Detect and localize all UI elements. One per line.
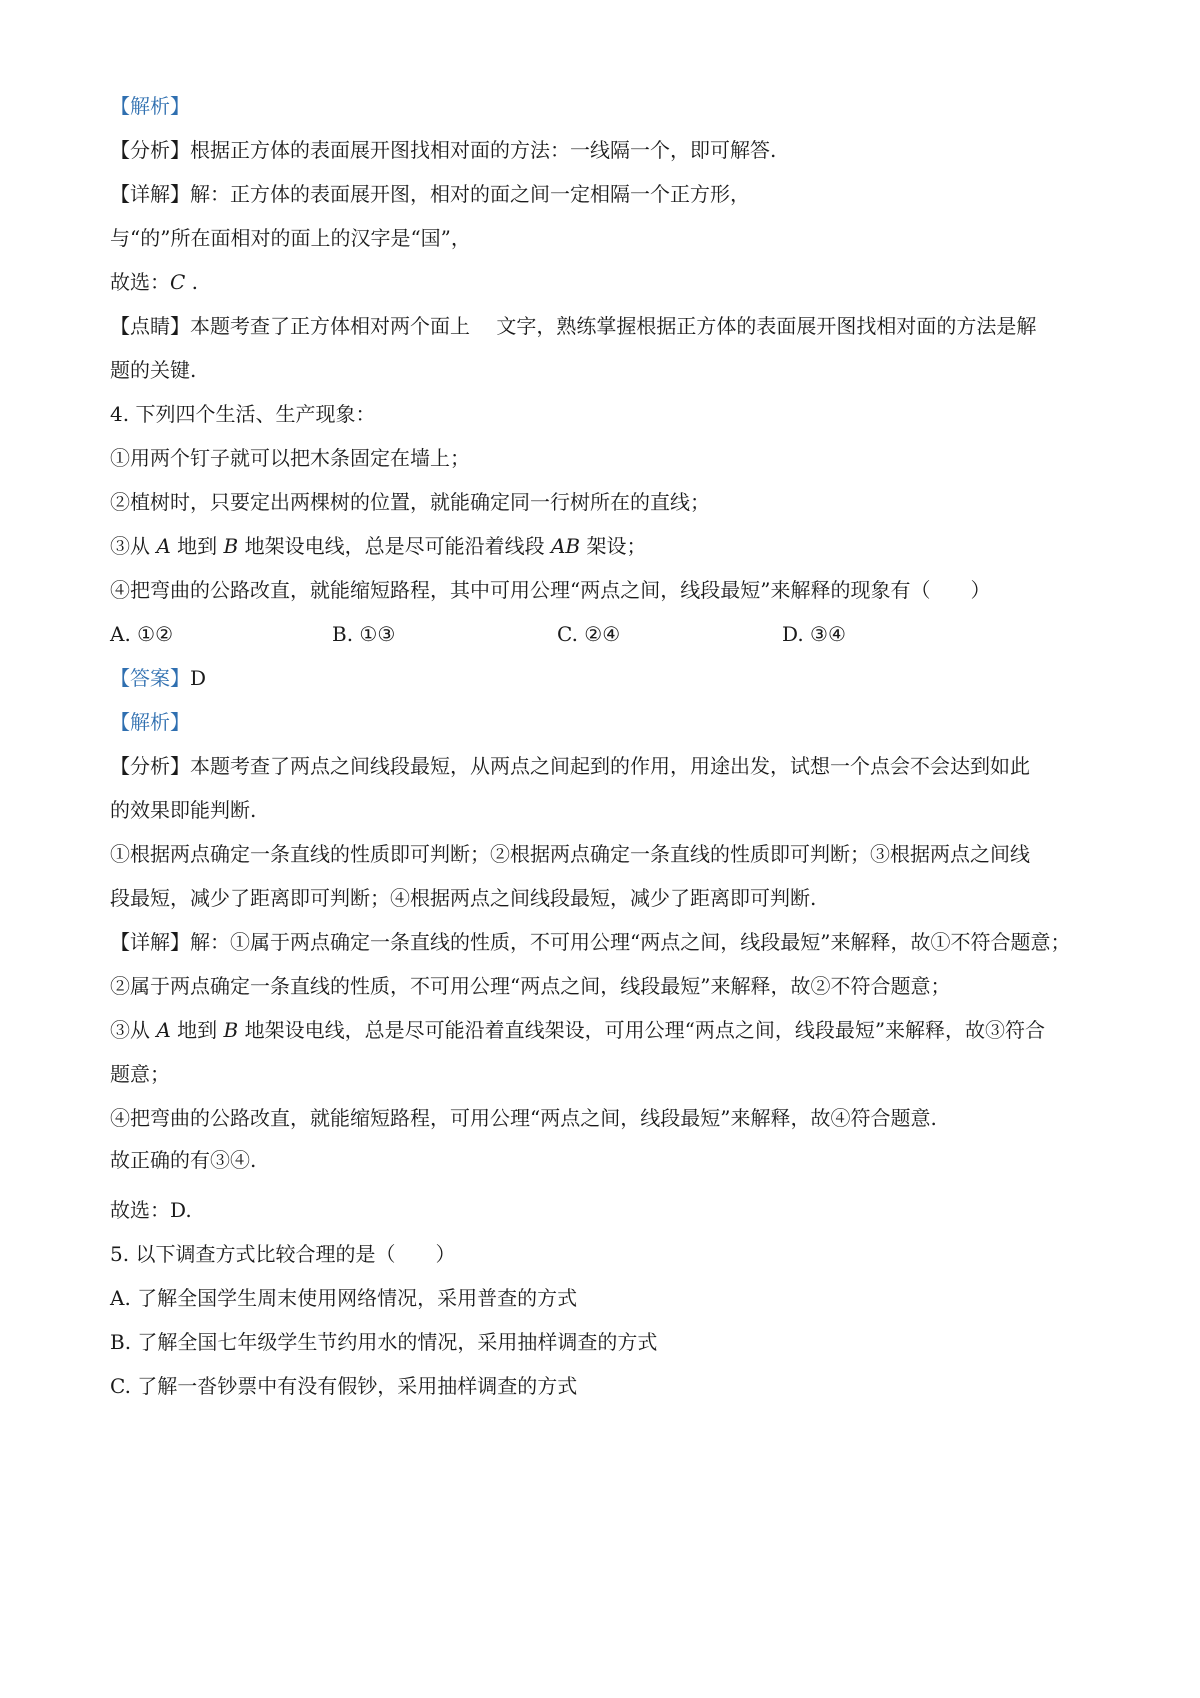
q4-fenxi-line <box>110 752 1100 780</box>
fenxi-tag: 【分析】 <box>110 138 190 162</box>
dianjing-text-1: 本题考查了正方体相对两个面上 文字，熟练掌握根据正方体的表面展开图找相对面的方法是解 <box>190 314 1037 338</box>
q4-detail-3-part-b: 地到 <box>177 1018 218 1042</box>
q4-conclusion: 故正确的有③④. <box>110 1148 257 1172</box>
guxuan-suffix: . <box>191 270 199 294</box>
q4-item-1: ①用两个钉子就可以把木条固定在墙上； <box>110 446 470 470</box>
answer-tag: 【答案】 <box>110 666 190 690</box>
fenxi-line <box>110 136 1100 164</box>
q4-xiangjie-tag: 【详解】 <box>110 930 190 954</box>
q4-detail-3-part-c: 地架设电线，总是尽可能沿着直线架设，可用公理“两点之间，线段最短”来解释，故③符合 <box>244 1018 1046 1042</box>
q5-option-c: C. 了解一沓钞票中有没有假钞，采用抽样调查的方式 <box>110 1374 578 1398</box>
q4-item-3-var-A: A <box>156 534 171 558</box>
q5-stem: 5. 以下调查方式比较合理的是（ ） <box>110 1242 456 1266</box>
q4-item-3-part-c: 地架设电线，总是尽可能沿着线段 <box>244 534 545 558</box>
q4-xiangjie-text: 解：①属于两点确定一条直线的性质，不可用公理“两点之间，线段最短”来解释，故①不符合题意； <box>190 930 1071 954</box>
dianjing-line-2: 题的关键. <box>110 358 197 382</box>
q4-item-4: ④把弯曲的公路改直，就能缩短路程，其中可用公理“两点之间，线段最短”来解释的现象有（ ） <box>110 578 991 602</box>
q4-detail-4: ④把弯曲的公路改直，就能缩短路程，可用公理“两点之间，线段最短”来解释，故④符合题意. <box>110 1106 937 1130</box>
q4-item-3-part-d: 架设； <box>586 534 647 558</box>
q4-jiexi-tag: 【解析】 <box>110 710 190 734</box>
dianjing-line <box>110 312 1100 340</box>
q4-item-2: ②植树时，只要定出两棵树的位置，就能确定同一行树所在的直线； <box>110 490 710 514</box>
guxuan-line <box>110 268 1100 296</box>
q4-fenxi-tag: 【分析】 <box>110 754 190 778</box>
q4-item-3-var-B: B <box>223 534 239 558</box>
q4-detail-3-cont: 题意； <box>110 1062 170 1086</box>
q4-jiexi-heading <box>110 708 1100 736</box>
guxuan-answer: C <box>170 270 186 294</box>
q4-option-a: A. ①② <box>110 622 174 646</box>
q4-fenxi-line-2: 的效果即能判断. <box>110 798 257 822</box>
q4-xiangjie-line <box>110 928 1100 956</box>
q4-stem: 4. 下列四个生活、生产现象： <box>110 402 376 426</box>
answer-value: D <box>190 666 207 690</box>
dianjing-tag: 【点睛】 <box>110 314 190 338</box>
q4-item-3-part-a: ③从 <box>110 534 150 558</box>
q4-item-3-part-b: 地到 <box>177 534 218 558</box>
q4-detail-3-var-A: A <box>156 1018 171 1042</box>
q4-option-c: C. ②④ <box>557 622 621 646</box>
q4-detail-3 <box>110 1016 1100 1044</box>
q4-detail-3-var-B: B <box>223 1018 239 1042</box>
xiangjie-tag: 【详解】 <box>110 182 190 206</box>
q4-detail-3-part-a: ③从 <box>110 1018 150 1042</box>
q4-answer <box>110 664 1100 692</box>
q4-guxuan: 故选：D. <box>110 1198 192 1222</box>
q4-option-b: B. ①③ <box>332 622 396 646</box>
q4-analysis-2: 段最短，减少了距离即可判断；④根据两点之间线段最短，减少了距离即可判断. <box>110 886 817 910</box>
q4-item-3-var-AB: AB <box>550 534 581 558</box>
q4-fenxi-text-1: 本题考查了两点之间线段最短，从两点之间起到的作用，用途出发，试想一个点会不会达到如此 <box>190 754 1030 778</box>
xiangjie-line-2: 与“的”所在面相对的面上的汉字是“国”， <box>110 226 471 250</box>
jiexi-tag: 【解析】 <box>110 94 190 118</box>
xiangjie-text: 解：正方体的表面展开图，相对的面之间一定相隔一个正方形， <box>190 182 750 206</box>
jiexi-heading <box>110 92 1100 120</box>
q4-item-3 <box>110 532 1100 560</box>
guxuan-prefix: 故选： <box>110 270 170 294</box>
q5-option-a: A. 了解全国学生周末使用网络情况，采用普查的方式 <box>110 1286 578 1310</box>
xiangjie-line <box>110 180 1100 208</box>
q4-option-d: D. ③④ <box>782 622 846 646</box>
q4-detail-2: ②属于两点确定一条直线的性质，不可用公理“两点之间，线段最短”来解释，故②不符合题意； <box>110 974 951 998</box>
fenxi-text: 根据正方体的表面展开图找相对面的方法：一线隔一个，即可解答. <box>190 138 777 162</box>
q5-option-b: B. 了解全国七年级学生节约用水的情况，采用抽样调查的方式 <box>110 1330 658 1354</box>
q4-analysis-1: ①根据两点确定一条直线的性质即可判断；②根据两点确定一条直线的性质即可判断；③根据两点之间线 <box>110 842 1030 866</box>
